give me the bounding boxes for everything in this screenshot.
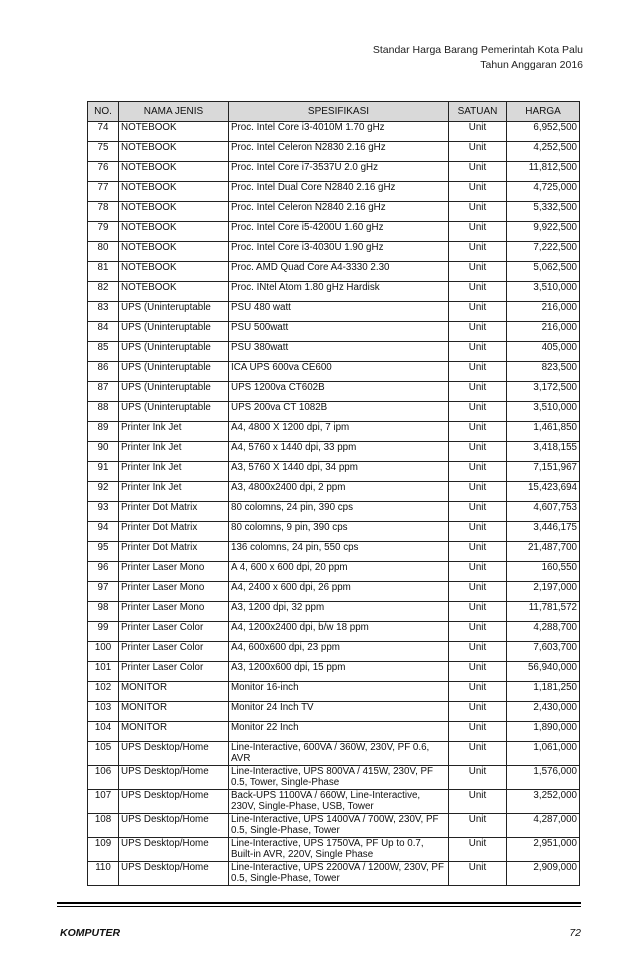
- cell-harga: 7,222,500: [507, 242, 580, 262]
- cell-harga: 4,288,700: [507, 622, 580, 642]
- table-row: [88, 722, 580, 742]
- cell-harga: 2,951,000: [507, 838, 580, 862]
- cell-satuan: Unit: [449, 702, 507, 722]
- cell-harga: 1,181,250: [507, 682, 580, 702]
- cell-spesifikasi: A4, 600x600 dpi, 23 ppm: [229, 642, 449, 662]
- cell-nama-jenis: UPS (Uninteruptable: [119, 342, 229, 362]
- table-row: [88, 122, 580, 142]
- cell-satuan: Unit: [449, 814, 507, 838]
- column-header-spesifikasi: SPESIFIKASI: [229, 102, 449, 122]
- cell-satuan: Unit: [449, 790, 507, 814]
- cell-spesifikasi: Proc. INtel Atom 1.80 gHz Hardisk: [229, 282, 449, 302]
- cell-harga: 11,781,572: [507, 602, 580, 622]
- cell-nama-jenis: Printer Ink Jet: [119, 462, 229, 482]
- cell-harga: 11,812,500: [507, 162, 580, 182]
- cell-nama-jenis: NOTEBOOK: [119, 142, 229, 162]
- cell-spesifikasi: Proc. Intel Celeron N2830 2.16 gHz: [229, 142, 449, 162]
- cell-no: 110: [88, 862, 119, 886]
- cell-spesifikasi: Monitor 24 Inch TV: [229, 702, 449, 722]
- table-row: [88, 422, 580, 442]
- cell-spesifikasi: PSU 480 watt: [229, 302, 449, 322]
- cell-no: 94: [88, 522, 119, 542]
- cell-harga: 1,061,000: [507, 742, 580, 766]
- table-row: [88, 682, 580, 702]
- cell-nama-jenis: Printer Ink Jet: [119, 422, 229, 442]
- cell-harga: 405,000: [507, 342, 580, 362]
- cell-spesifikasi: Monitor 22 Inch: [229, 722, 449, 742]
- cell-no: 102: [88, 682, 119, 702]
- cell-spesifikasi: A4, 2400 x 600 dpi, 26 ppm: [229, 582, 449, 602]
- cell-satuan: Unit: [449, 742, 507, 766]
- cell-no: 92: [88, 482, 119, 502]
- cell-nama-jenis: Printer Dot Matrix: [119, 502, 229, 522]
- cell-satuan: Unit: [449, 142, 507, 162]
- cell-nama-jenis: Printer Laser Color: [119, 662, 229, 682]
- cell-nama-jenis: Printer Ink Jet: [119, 442, 229, 462]
- cell-harga: 4,287,000: [507, 814, 580, 838]
- cell-nama-jenis: Printer Dot Matrix: [119, 522, 229, 542]
- cell-harga: 5,062,500: [507, 262, 580, 282]
- cell-nama-jenis: UPS Desktop/Home: [119, 862, 229, 886]
- table-row: [88, 282, 580, 302]
- cell-harga: 3,172,500: [507, 382, 580, 402]
- cell-no: 88: [88, 402, 119, 422]
- cell-nama-jenis: UPS Desktop/Home: [119, 814, 229, 838]
- table-row: [88, 622, 580, 642]
- table-row: [88, 362, 580, 382]
- cell-no: 93: [88, 502, 119, 522]
- cell-no: 78: [88, 202, 119, 222]
- header-year: Tahun Anggaran 2016: [480, 59, 583, 71]
- cell-no: 109: [88, 838, 119, 862]
- cell-harga: 4,607,753: [507, 502, 580, 522]
- table-row: [88, 182, 580, 202]
- cell-harga: 160,550: [507, 562, 580, 582]
- table-row: [88, 402, 580, 422]
- cell-harga: 1,461,850: [507, 422, 580, 442]
- cell-satuan: Unit: [449, 502, 507, 522]
- cell-nama-jenis: UPS Desktop/Home: [119, 838, 229, 862]
- cell-spesifikasi: A4, 4800 X 1200 dpi, 7 ipm: [229, 422, 449, 442]
- cell-nama-jenis: NOTEBOOK: [119, 262, 229, 282]
- table-row: [88, 790, 580, 814]
- cell-harga: 1,576,000: [507, 766, 580, 790]
- cell-spesifikasi: A3, 1200x600 dpi, 15 ppm: [229, 662, 449, 682]
- table-row: [88, 662, 580, 682]
- cell-spesifikasi: 136 colomns, 24 pin, 550 cps: [229, 542, 449, 562]
- footer-rule-thin: [57, 906, 581, 907]
- footer-section-label: KOMPUTER: [60, 927, 121, 939]
- cell-nama-jenis: NOTEBOOK: [119, 122, 229, 142]
- column-header-nama-jenis: NAMA JENIS: [119, 102, 229, 122]
- cell-spesifikasi: Back-UPS 1100VA / 660W, Line-Interactive, 230V, Single-Phase, USB, Tower: [229, 790, 449, 814]
- table-row: [88, 542, 580, 562]
- cell-nama-jenis: Printer Laser Mono: [119, 602, 229, 622]
- cell-spesifikasi: Proc. Intel Core i3-4010M 1.70 gHz: [229, 122, 449, 142]
- cell-harga: 4,725,000: [507, 182, 580, 202]
- cell-no: 95: [88, 542, 119, 562]
- cell-no: 103: [88, 702, 119, 722]
- cell-spesifikasi: UPS 1200va CT602B: [229, 382, 449, 402]
- table-row: [88, 562, 580, 582]
- footer-rule: [57, 902, 581, 904]
- cell-nama-jenis: UPS (Uninteruptable: [119, 322, 229, 342]
- cell-no: 101: [88, 662, 119, 682]
- cell-nama-jenis: Printer Dot Matrix: [119, 542, 229, 562]
- cell-harga: 15,423,694: [507, 482, 580, 502]
- cell-no: 84: [88, 322, 119, 342]
- table-row: [88, 582, 580, 602]
- cell-satuan: Unit: [449, 766, 507, 790]
- cell-nama-jenis: Printer Ink Jet: [119, 482, 229, 502]
- cell-no: 83: [88, 302, 119, 322]
- cell-spesifikasi: PSU 380watt: [229, 342, 449, 362]
- cell-no: 76: [88, 162, 119, 182]
- cell-harga: 2,197,000: [507, 582, 580, 602]
- cell-nama-jenis: NOTEBOOK: [119, 282, 229, 302]
- cell-no: 100: [88, 642, 119, 662]
- table-row: [88, 602, 580, 622]
- cell-harga: 216,000: [507, 302, 580, 322]
- table-row: [88, 342, 580, 362]
- table-row: [88, 742, 580, 766]
- cell-satuan: Unit: [449, 342, 507, 362]
- cell-nama-jenis: NOTEBOOK: [119, 182, 229, 202]
- cell-nama-jenis: NOTEBOOK: [119, 162, 229, 182]
- cell-nama-jenis: MONITOR: [119, 722, 229, 742]
- cell-satuan: Unit: [449, 602, 507, 622]
- table-row: [88, 162, 580, 182]
- cell-no: 98: [88, 602, 119, 622]
- table-row: [88, 862, 580, 886]
- cell-spesifikasi: Line-Interactive, UPS 800VA / 415W, 230V, PF 0.5, Tower, Single-Phase: [229, 766, 449, 790]
- cell-satuan: Unit: [449, 562, 507, 582]
- cell-satuan: Unit: [449, 402, 507, 422]
- cell-spesifikasi: Proc. Intel Core i7-3537U 2.0 gHz: [229, 162, 449, 182]
- cell-spesifikasi: Line-Interactive, UPS 1400VA / 700W, 230V, PF 0.5, Single-Phase, Tower: [229, 814, 449, 838]
- cell-no: 79: [88, 222, 119, 242]
- table-row: [88, 814, 580, 838]
- page-number: 72: [569, 927, 581, 939]
- cell-no: 85: [88, 342, 119, 362]
- cell-satuan: Unit: [449, 482, 507, 502]
- cell-satuan: Unit: [449, 302, 507, 322]
- table-header-row: [88, 102, 580, 122]
- document-header: [373, 43, 583, 73]
- cell-satuan: Unit: [449, 522, 507, 542]
- cell-no: 80: [88, 242, 119, 262]
- cell-nama-jenis: Printer Laser Mono: [119, 562, 229, 582]
- cell-harga: 3,418,155: [507, 442, 580, 462]
- cell-no: 77: [88, 182, 119, 202]
- cell-harga: 5,332,500: [507, 202, 580, 222]
- cell-satuan: Unit: [449, 462, 507, 482]
- cell-nama-jenis: MONITOR: [119, 682, 229, 702]
- cell-harga: 823,500: [507, 362, 580, 382]
- table-row: [88, 462, 580, 482]
- cell-satuan: Unit: [449, 682, 507, 702]
- cell-satuan: Unit: [449, 442, 507, 462]
- cell-no: 96: [88, 562, 119, 582]
- cell-spesifikasi: Line-Interactive, UPS 1750VA, PF Up to 0.7, Built-in AVR, 220V, Single Phase: [229, 838, 449, 862]
- cell-no: 87: [88, 382, 119, 402]
- cell-satuan: Unit: [449, 862, 507, 886]
- cell-no: 105: [88, 742, 119, 766]
- cell-nama-jenis: NOTEBOOK: [119, 242, 229, 262]
- cell-spesifikasi: A3, 1200 dpi, 32 ppm: [229, 602, 449, 622]
- cell-harga: 216,000: [507, 322, 580, 342]
- cell-nama-jenis: UPS (Uninteruptable: [119, 302, 229, 322]
- cell-harga: 3,510,000: [507, 402, 580, 422]
- table-row: [88, 838, 580, 862]
- table-row: [88, 522, 580, 542]
- cell-harga: 4,252,500: [507, 142, 580, 162]
- cell-nama-jenis: UPS Desktop/Home: [119, 766, 229, 790]
- cell-harga: 21,487,700: [507, 542, 580, 562]
- cell-no: 108: [88, 814, 119, 838]
- cell-spesifikasi: Line-Interactive, UPS 2200VA / 1200W, 230V, PF 0.5, Single-Phase, Tower: [229, 862, 449, 886]
- cell-satuan: Unit: [449, 362, 507, 382]
- cell-satuan: Unit: [449, 642, 507, 662]
- cell-satuan: Unit: [449, 582, 507, 602]
- cell-spesifikasi: Proc. Intel Core i5-4200U 1.60 gHz: [229, 222, 449, 242]
- cell-satuan: Unit: [449, 662, 507, 682]
- cell-no: 104: [88, 722, 119, 742]
- cell-harga: 3,446,175: [507, 522, 580, 542]
- cell-spesifikasi: A4, 1200x2400 dpi, b/w 18 ppm: [229, 622, 449, 642]
- table-row: [88, 202, 580, 222]
- cell-nama-jenis: UPS Desktop/Home: [119, 790, 229, 814]
- table-row: [88, 142, 580, 162]
- cell-harga: 3,510,000: [507, 282, 580, 302]
- cell-no: 86: [88, 362, 119, 382]
- table-row: [88, 482, 580, 502]
- cell-nama-jenis: UPS (Uninteruptable: [119, 402, 229, 422]
- table-row: [88, 382, 580, 402]
- cell-no: 89: [88, 422, 119, 442]
- table-row: [88, 502, 580, 522]
- table-row: [88, 222, 580, 242]
- cell-spesifikasi: Line-Interactive, 600VA / 360W, 230V, PF 0.6, AVR: [229, 742, 449, 766]
- cell-no: 99: [88, 622, 119, 642]
- table-row: [88, 322, 580, 342]
- cell-no: 81: [88, 262, 119, 282]
- cell-nama-jenis: UPS (Uninteruptable: [119, 362, 229, 382]
- cell-spesifikasi: 80 colomns, 9 pin, 390 cps: [229, 522, 449, 542]
- cell-no: 106: [88, 766, 119, 790]
- cell-no: 90: [88, 442, 119, 462]
- cell-harga: 56,940,000: [507, 662, 580, 682]
- table-row: [88, 642, 580, 662]
- cell-nama-jenis: MONITOR: [119, 702, 229, 722]
- cell-no: 97: [88, 582, 119, 602]
- cell-satuan: Unit: [449, 382, 507, 402]
- cell-satuan: Unit: [449, 242, 507, 262]
- cell-spesifikasi: A3, 5760 X 1440 dpi, 34 ppm: [229, 462, 449, 482]
- price-table: [87, 101, 580, 886]
- cell-spesifikasi: Proc. Intel Dual Core N2840 2.16 gHz: [229, 182, 449, 202]
- column-header-satuan: SATUAN: [449, 102, 507, 122]
- cell-satuan: Unit: [449, 122, 507, 142]
- cell-satuan: Unit: [449, 322, 507, 342]
- table-row: [88, 242, 580, 262]
- cell-no: 91: [88, 462, 119, 482]
- table-body: [88, 122, 580, 886]
- cell-harga: 3,252,000: [507, 790, 580, 814]
- column-header-no: NO.: [88, 102, 119, 122]
- table-row: [88, 302, 580, 322]
- column-header-harga: HARGA: [507, 102, 580, 122]
- cell-spesifikasi: A4, 5760 x 1440 dpi, 33 ppm: [229, 442, 449, 462]
- cell-no: 74: [88, 122, 119, 142]
- cell-satuan: Unit: [449, 222, 507, 242]
- cell-spesifikasi: A3, 4800x2400 dpi, 2 ppm: [229, 482, 449, 502]
- cell-spesifikasi: UPS 200va CT 1082B: [229, 402, 449, 422]
- cell-satuan: Unit: [449, 422, 507, 442]
- cell-no: 75: [88, 142, 119, 162]
- cell-harga: 7,151,967: [507, 462, 580, 482]
- cell-satuan: Unit: [449, 162, 507, 182]
- cell-spesifikasi: Monitor 16-inch: [229, 682, 449, 702]
- cell-nama-jenis: Printer Laser Mono: [119, 582, 229, 602]
- cell-nama-jenis: UPS (Uninteruptable: [119, 382, 229, 402]
- table-row: [88, 262, 580, 282]
- cell-satuan: Unit: [449, 542, 507, 562]
- cell-spesifikasi: Proc. Intel Core i3-4030U 1.90 gHz: [229, 242, 449, 262]
- cell-satuan: Unit: [449, 622, 507, 642]
- table-row: [88, 442, 580, 462]
- cell-spesifikasi: A 4, 600 x 600 dpi, 20 ppm: [229, 562, 449, 582]
- cell-nama-jenis: UPS Desktop/Home: [119, 742, 229, 766]
- cell-no: 107: [88, 790, 119, 814]
- cell-harga: 2,430,000: [507, 702, 580, 722]
- cell-spesifikasi: PSU 500watt: [229, 322, 449, 342]
- cell-satuan: Unit: [449, 838, 507, 862]
- header-title: Standar Harga Barang Pemerintah Kota Palu: [372, 44, 583, 56]
- cell-satuan: Unit: [449, 182, 507, 202]
- cell-satuan: Unit: [449, 262, 507, 282]
- cell-nama-jenis: Printer Laser Color: [119, 642, 229, 662]
- table-row: [88, 702, 580, 722]
- cell-spesifikasi: Proc. Intel Celeron N2840 2.16 gHz: [229, 202, 449, 222]
- cell-nama-jenis: NOTEBOOK: [119, 202, 229, 222]
- cell-harga: 9,922,500: [507, 222, 580, 242]
- cell-harga: 1,890,000: [507, 722, 580, 742]
- cell-harga: 6,952,500: [507, 122, 580, 142]
- cell-spesifikasi: ICA UPS 600va CE600: [229, 362, 449, 382]
- cell-nama-jenis: NOTEBOOK: [119, 222, 229, 242]
- cell-nama-jenis: Printer Laser Color: [119, 622, 229, 642]
- cell-satuan: Unit: [449, 202, 507, 222]
- cell-spesifikasi: 80 colomns, 24 pin, 390 cps: [229, 502, 449, 522]
- cell-satuan: Unit: [449, 282, 507, 302]
- cell-satuan: Unit: [449, 722, 507, 742]
- cell-spesifikasi: Proc. AMD Quad Core A4-3330 2.30: [229, 262, 449, 282]
- table-row: [88, 766, 580, 790]
- cell-no: 82: [88, 282, 119, 302]
- cell-harga: 2,909,000: [507, 862, 580, 886]
- cell-harga: 7,603,700: [507, 642, 580, 662]
